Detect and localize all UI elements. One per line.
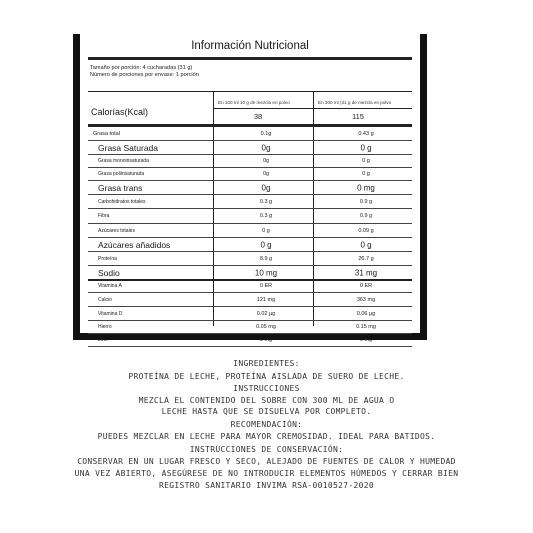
- nutrient-value-100ml: 10 mg: [254, 268, 278, 277]
- nutrient-name: Grasa Saturada: [98, 142, 159, 153]
- nutrient-row: [88, 280, 412, 293]
- nutrient-row: [88, 224, 412, 238]
- nutrient-row: [88, 252, 412, 266]
- nutrient-name: Hierro: [98, 324, 112, 330]
- info-text-line: PROTEÍNA DE LECHE, PROTEÍNA AISLADA DE SUERO DE LECHE.: [128, 372, 405, 381]
- calories-value-100ml: 38: [253, 112, 263, 121]
- nutrient-row: [88, 334, 412, 347]
- column-header-300ml: En 300 ml (31 g de mezcla en polvo: [318, 100, 392, 105]
- nutrient-value-300ml: 0 mg: [357, 183, 375, 192]
- nutrient-value-300ml: 0 g: [362, 158, 370, 164]
- nutrient-value-300ml: 0.43 g: [358, 131, 374, 137]
- nutrient-row: [88, 293, 412, 307]
- nutrient-value-100ml: 0g: [261, 183, 271, 192]
- info-text-line: CONSERVAR EN UN LUGAR FRESCO Y SECO, ALEJADO DE FUENTES DE CALOR Y HUMEDAD: [77, 457, 456, 466]
- nutrient-value-300ml: 0 g: [360, 240, 372, 249]
- nutrient-value-100ml: 121 mg: [256, 296, 276, 303]
- nutrient-row: [88, 321, 412, 334]
- serving-size: Tamaño por porción: 4 cucharadas (31 g): [90, 65, 193, 71]
- info-text-line: MEZCLA EL CONTENIDO DEL SOBRE CON 300 ML DE AGUA O: [138, 396, 395, 405]
- nutrient-name: Carbohidratos totales: [98, 198, 146, 205]
- info-text-line: UNA VEZ ABIERTO, ASEGÚRESE DE NO INTRODUCIR ELEMENTOS HÚMEDOS Y CERRAR BIEN: [74, 469, 459, 478]
- info-text-line: LECHE HASTA QUE SE DISUELVA POR COMPLETO.: [161, 407, 372, 416]
- nutrient-value-300ml: 0.9 g: [359, 198, 373, 205]
- nutrient-value-300ml: 26.7 g: [358, 255, 374, 262]
- nutrition-label-frame: [73, 34, 427, 343]
- nutrient-name: Grasa trans: [98, 182, 143, 193]
- nutrient-row: [88, 168, 412, 181]
- nutrient-value-100ml: 0.1g: [260, 131, 272, 137]
- nutrient-value-100ml: 0g: [262, 171, 270, 177]
- info-text-line: REGISTRO SANITARIO INVIMA RSA-0010527-2020: [159, 481, 374, 490]
- nutrient-value-100ml: 0g: [262, 158, 270, 164]
- nutrient-row: [88, 128, 412, 141]
- nutrient-name: Vitamina A: [98, 283, 122, 289]
- nutrient-value-100ml: 0.3 g: [259, 213, 273, 219]
- nutrient-row: [88, 266, 412, 281]
- title-divider: [88, 57, 412, 60]
- nutrient-row: [88, 307, 412, 321]
- info-text-line: INSTRUCCIONES: [233, 384, 300, 393]
- label-title: Información Nutricional: [191, 40, 309, 52]
- nutrient-name: Azúcares añadidos: [98, 239, 171, 250]
- nutrient-value-100ml: 0 ER: [259, 283, 273, 289]
- nutrient-value-300ml: 0 g: [362, 171, 370, 177]
- nutrient-value-100ml: 0.02 µg: [256, 310, 276, 317]
- nutrient-value-100ml: 0.3 g: [259, 198, 273, 205]
- header-underline: [213, 108, 412, 109]
- nutrient-value-100ml: 0 g: [262, 227, 270, 234]
- nutrient-name: Fibra: [98, 213, 110, 219]
- nutrient-value-300ml: 0.15 mg: [356, 324, 376, 330]
- nutrient-row: [88, 195, 412, 209]
- nutrient-value-300ml: 0.9 g: [359, 213, 373, 219]
- nutrient-value-300ml: 0.09 g: [358, 227, 374, 234]
- nutrient-name: Sodio: [98, 267, 120, 278]
- nutrient-value-300ml: 363 mg: [356, 296, 376, 303]
- info-text-line: RECOMENDACIÓN:: [230, 420, 303, 429]
- nutrient-value-100ml: 0 mg: [259, 337, 273, 343]
- nutrient-name: Grasa poliinsaturada: [98, 171, 145, 177]
- nutrient-name: Zinc: [98, 337, 108, 343]
- nutrient-name: Vitamina D: [98, 310, 123, 317]
- calories-divider: [88, 124, 412, 127]
- nutrition-label: [80, 34, 420, 343]
- nutrient-row: [88, 209, 412, 224]
- nutrient-name: Calcio: [98, 296, 112, 303]
- calories-value-300ml: 115: [352, 112, 364, 121]
- nutrient-value-300ml: 31 mg: [354, 268, 378, 277]
- nutrient-row: [88, 238, 412, 252]
- nutrient-value-300ml: 0 g: [360, 143, 372, 152]
- info-text-line: INGREDIENTES:: [233, 359, 300, 368]
- info-text-line: PUEDES MEZCLAR EN LECHE PARA MAYOR CREMOSIDAD. IDEAL PARA BATIDOS.: [97, 432, 436, 441]
- nutrient-value-300ml: 0.06 µg: [356, 310, 376, 317]
- nutrient-name: Grasa total: [93, 131, 120, 137]
- nutrient-row: [88, 181, 412, 195]
- nutrient-name: Grasa monoinsaturada: [98, 158, 149, 164]
- nutrient-value-300ml: 0 mg: [359, 337, 373, 343]
- column-header-100ml: En 100 ml 10 g de mezcla en polvo: [218, 100, 290, 105]
- nutrient-value-100ml: 0g: [261, 143, 271, 152]
- nutrient-value-100ml: 8.9 g: [259, 255, 273, 262]
- nutrient-value-100ml: 0.05 mg: [256, 324, 276, 330]
- serving-divider: [88, 91, 412, 92]
- nutrient-value-100ml: 0 g: [260, 240, 272, 249]
- nutrient-row: [88, 141, 412, 155]
- nutrient-value-300ml: 0 ER: [359, 283, 373, 289]
- nutrient-name: Proteína: [98, 255, 117, 262]
- nutrient-row: [88, 155, 412, 168]
- nutrient-name: Azúcares totales: [98, 227, 135, 234]
- calories-label: Calorías(Kcal): [91, 107, 149, 117]
- info-text-line: INSTRUCCIONES DE CONSERVACIÓN:: [189, 445, 344, 454]
- servings-per-container: Número de porciones por envase: 1 porción: [90, 72, 199, 78]
